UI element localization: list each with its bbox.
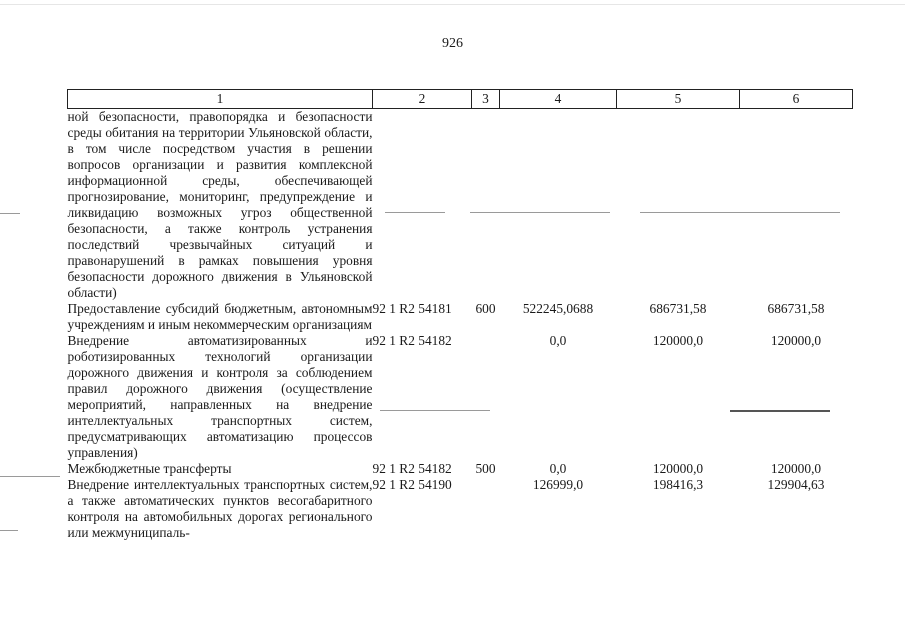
row-name: Предоставление субсидий бюджетным, автономным учреждениям и иным некоммерческим организациям [67, 301, 373, 332]
column-header-6: 6 [740, 90, 853, 109]
row-name: Внедрение автоматизированных и роботизированных технологий организации дорожного движения и контроля за соблюдением правил дорожного движения (осуществление мероприятий, направленных на внедрение интеллектуальных транспортных систем, предусматривающих автоматизацию процессов управления) [67, 333, 373, 460]
row-code: 92 1 R2 54190 [372, 477, 452, 492]
column-header-1: 1 [68, 90, 373, 109]
row-code [373, 109, 472, 302]
row-expense-type [472, 477, 500, 541]
table-row [68, 477, 853, 541]
budget-table [67, 89, 853, 541]
row-expense-type [472, 109, 500, 302]
row-value-col5: 120000,0 [652, 333, 704, 348]
column-header-5: 5 [617, 90, 740, 109]
row-value-col6: 686731,58 [767, 301, 825, 316]
scan-artifact [0, 476, 60, 477]
row-value-col4: 0,0 [549, 461, 567, 476]
row-code: 92 1 R2 54181 [372, 301, 452, 316]
table-row [68, 333, 853, 461]
row-expense-type: 500 [475, 461, 496, 476]
row-value-col6 [740, 109, 853, 302]
row-code: 92 1 R2 54182 [372, 461, 452, 476]
scan-artifact [380, 410, 490, 411]
table-row [68, 461, 853, 477]
row-value-col5: 686731,58 [649, 301, 707, 316]
row-expense-type: 600 [475, 301, 496, 316]
scan-artifact [385, 212, 445, 213]
row-code: 92 1 R2 54182 [372, 333, 452, 348]
table-row [68, 109, 853, 302]
table-header-row [68, 90, 853, 109]
scan-artifact [640, 212, 840, 213]
row-value-col6: 120000,0 [770, 333, 822, 348]
row-name: ной безопасности, правопорядка и безопасности среды обитания на территории Ульяновской области, в том числе посредством участия в решении вопросов организации и развития комплексной информационной среды, обеспечивающей прогнозирование, мониторинг, предупреждение и ликвидацию возможных угроз общественной безопасности, а также контроль устранения последствий чрезвычайных ситуаций и правонарушений в рамках повышения уровня безопасности дорожного движения в Ульяновской области) [67, 109, 373, 300]
column-header-3: 3 [472, 90, 500, 109]
row-value-col6: 129904,63 [767, 477, 825, 492]
row-value-col4 [500, 109, 617, 302]
scan-artifact [730, 410, 830, 412]
column-header-4: 4 [500, 90, 617, 109]
row-value-col5: 198416,3 [652, 477, 704, 492]
row-value-col4: 126999,0 [532, 477, 584, 492]
row-value-col4: 522245,0688 [522, 301, 594, 316]
table-row [68, 301, 853, 333]
scan-artifact [470, 212, 610, 213]
row-expense-type [472, 333, 500, 461]
scan-artifact [0, 530, 18, 531]
row-value-col4: 0,0 [549, 333, 567, 348]
page-number: 926 [442, 36, 463, 51]
scan-edge-line [0, 4, 905, 5]
row-name: Межбюджетные трансферты [67, 461, 232, 476]
row-value-col6: 120000,0 [770, 461, 822, 476]
row-value-col5: 120000,0 [652, 461, 704, 476]
row-value-col5 [617, 109, 740, 302]
scan-artifact [0, 213, 20, 214]
row-name: Внедрение интеллектуальных транспортных систем, а также автоматических пунктов весогабаритного контроля на автомобильных дорогах регионального или межмуниципаль- [67, 477, 373, 540]
column-header-2: 2 [373, 90, 472, 109]
